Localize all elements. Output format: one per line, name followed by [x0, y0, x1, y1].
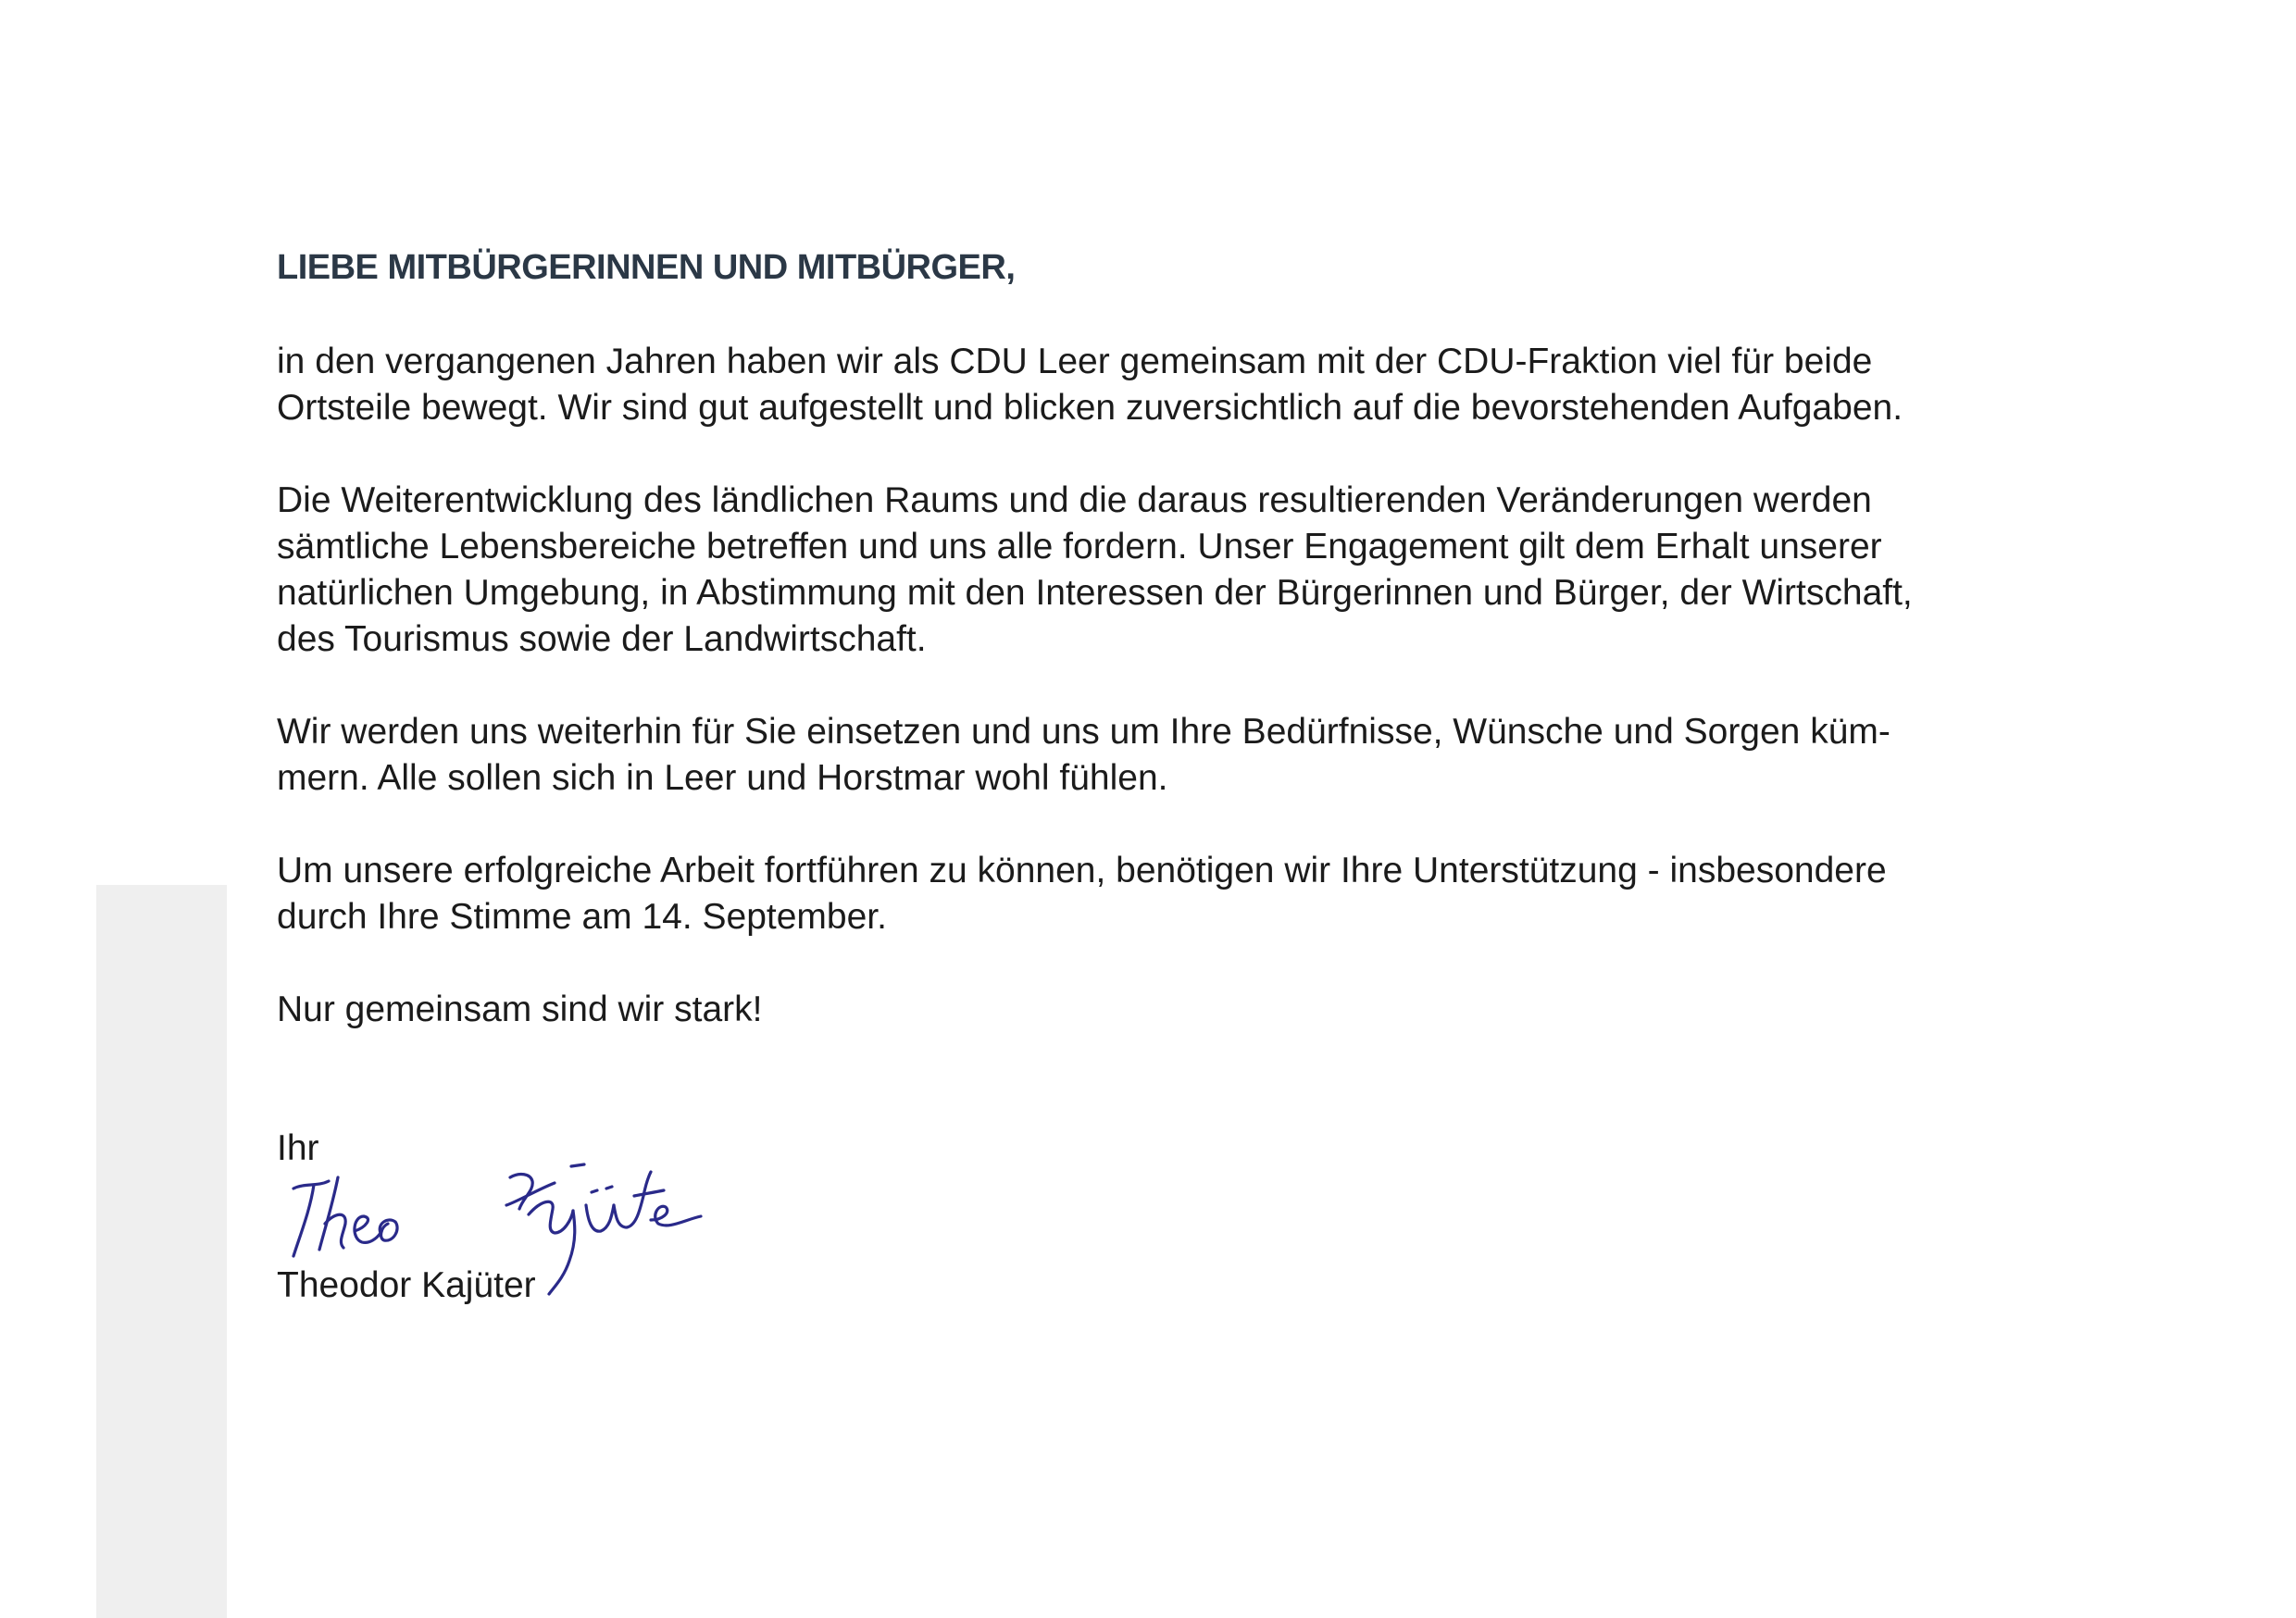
paragraph-line: in den vergangenen Jahren haben wir als CDU Leer gemeinsam mit der CDU-Fraktion viel für beide — [277, 342, 1873, 381]
paragraph-line: natürlichen Umgebung, in Abstimmung mit den Interessen der Bürgerinnen und Bürger, der Wirtschaft, — [277, 573, 1913, 613]
paragraph-line: Ortsteile bewegt. Wir sind gut aufgestellt und blicken zuversichtlich auf die bevorstehenden Aufgaben. — [277, 388, 1903, 428]
paragraph-line: Die Weiterentwicklung des ländlichen Raums und die daraus resultierenden Veränderungen werden — [277, 480, 1872, 520]
paragraph-line: Wir werden uns weiterhin für Sie einsetzen und uns um Ihre Bedürfnisse, Wünsche und Sorgen küm- — [277, 712, 1890, 752]
paragraph-3 — [277, 709, 1890, 802]
signer-name: Theodor Kajüter — [277, 1265, 536, 1305]
paragraph-4 — [277, 848, 1887, 940]
side-panel — [96, 885, 227, 1618]
paragraph-5 — [277, 987, 762, 1033]
paragraph-2 — [277, 478, 1913, 663]
closing: Ihr — [277, 1128, 319, 1168]
paragraph-line: durch Ihre Stimme am 14. September. — [277, 897, 887, 937]
salutation: LIEBE MITBÜRGERINNEN UND MITBÜRGER, — [277, 248, 1016, 287]
paragraph-line: sämtliche Lebensbereiche betreffen und uns alle fordern. Unser Engagement gilt dem Erhalt unserer — [277, 527, 1882, 566]
paragraph-line: Um unsere erfolgreiche Arbeit fortführen zu können, benötigen wir Ihre Unterstützung - insbesondere — [277, 851, 1887, 890]
paragraph-line: des Tourismus sowie der Landwirtschaft. — [277, 619, 927, 659]
paragraph-line: mern. Alle sollen sich in Leer und Horstmar wohl fühlen. — [277, 758, 1168, 798]
paragraph-1 — [277, 339, 1903, 431]
paragraph-line: Nur gemeinsam sind wir stark! — [277, 989, 763, 1029]
